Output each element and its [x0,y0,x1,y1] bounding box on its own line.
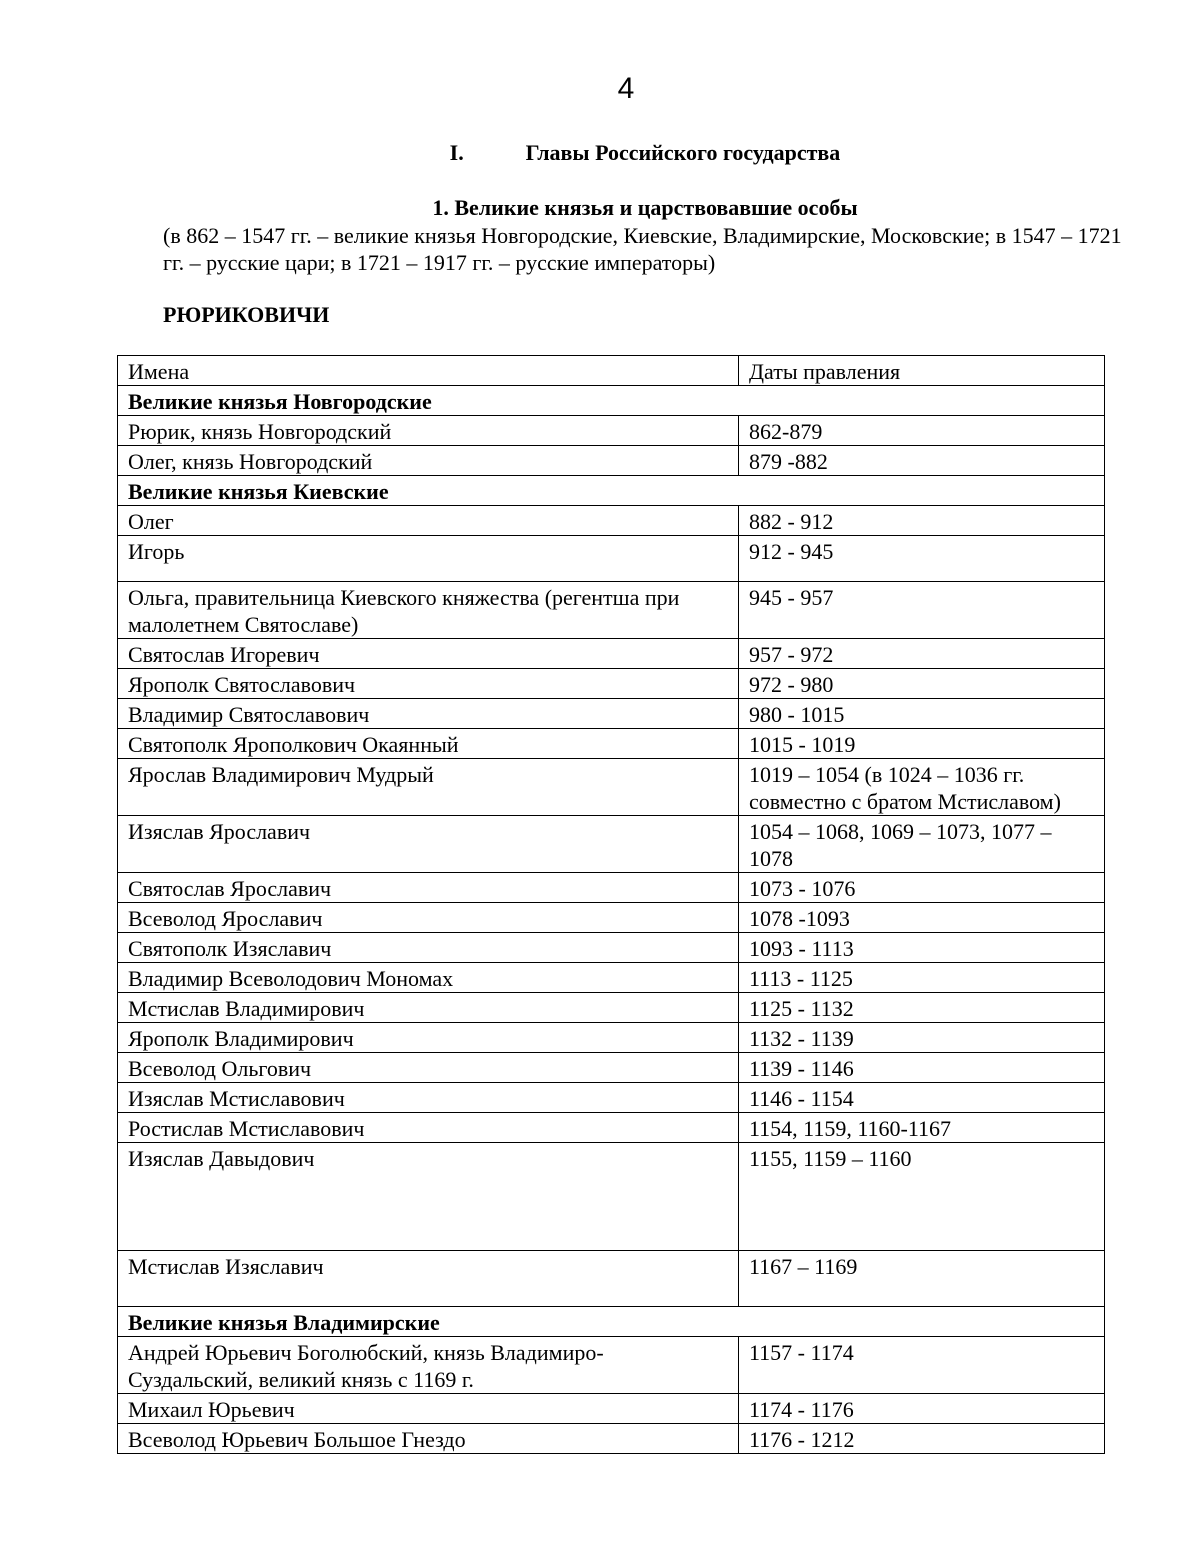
section-heading [0,140,1200,166]
table-row [118,1023,1105,1053]
table-body [118,386,1105,1454]
table-header-row [118,356,1105,386]
table-row [118,903,1105,933]
intro-paragraph: (в 862 – 1547 гг. – великие князья Новгородские, Киевские, Владимирские, Московские; в 1547 – 1721 гг. – русские цари; в 1721 – 1917 гг. – русские императоры) [163,222,1138,276]
subsection-title: 1. Великие князья и царствовавшие особы [0,195,1200,221]
table-row [118,1337,1105,1394]
table-row [118,1394,1105,1424]
header-names: Имена [118,356,739,386]
table-row [118,933,1105,963]
table-row [118,582,1105,639]
reign-dates: 862-879 [739,416,1105,446]
table-row [118,1424,1105,1454]
reign-dates: 957 - 972 [739,639,1105,669]
table-row [118,1143,1105,1251]
reign-dates: 882 - 912 [739,506,1105,536]
reign-dates: 1176 - 1212 [739,1424,1105,1454]
reign-dates: 972 - 980 [739,669,1105,699]
section-numeral: I. [450,140,526,166]
reign-dates: 879 -882 [739,446,1105,476]
table-row [118,669,1105,699]
table-row [118,506,1105,536]
table-row [118,759,1105,816]
ruler-name: Святослав Игоревич [118,639,739,669]
reign-dates: 1146 - 1154 [739,1083,1105,1113]
reign-dates: 1157 - 1174 [739,1337,1105,1394]
reign-dates: 1078 -1093 [739,903,1105,933]
reign-dates: 1174 - 1176 [739,1394,1105,1424]
ruler-name: Владимир Святославович [118,699,739,729]
ruler-name: Изяслав Ярославич [118,816,739,873]
reign-dates: 1125 - 1132 [739,993,1105,1023]
header-dates: Даты правления [739,356,1105,386]
table-row [118,699,1105,729]
group-row [118,476,1105,506]
ruler-name: Игорь [118,536,739,582]
table-row [118,416,1105,446]
table-row [118,1251,1105,1307]
group-label: Великие князья Владимирские [118,1307,1105,1337]
reign-dates: 1073 - 1076 [739,873,1105,903]
ruler-name: Рюрик, князь Новгородский [118,416,739,446]
reign-dates: 1093 - 1113 [739,933,1105,963]
ruler-name: Изяслав Давыдович [118,1143,739,1251]
ruler-name: Олег [118,506,739,536]
table-row [118,1083,1105,1113]
reign-dates: 912 - 945 [739,536,1105,582]
ruler-name: Ярослав Владимирович Мудрый [118,759,739,816]
ruler-name: Всеволод Юрьевич Большое Гнездо [118,1424,739,1454]
ruler-name: Мстислав Владимирович [118,993,739,1023]
ruler-name: Святополк Ярополкович Окаянный [118,729,739,759]
ruler-name: Ярополк Святославович [118,669,739,699]
rulers-table [117,355,1105,1454]
reign-dates: 1167 – 1169 [739,1251,1105,1307]
ruler-name: Всеволод Ольгович [118,1053,739,1083]
reign-dates: 1155, 1159 – 1160 [739,1143,1105,1251]
reign-dates: 1139 - 1146 [739,1053,1105,1083]
table-row [118,1113,1105,1143]
table-row [118,446,1105,476]
table-row [118,816,1105,873]
table-row [118,1053,1105,1083]
reign-dates: 1019 – 1054 (в 1024 – 1036 гг. совместно с братом Мстиславом) [739,759,1105,816]
section-title: Главы Российского государства [526,140,841,165]
group-row [118,386,1105,416]
table-row [118,873,1105,903]
ruler-name: Всеволод Ярославич [118,903,739,933]
table-row [118,639,1105,669]
reign-dates: 1113 - 1125 [739,963,1105,993]
reign-dates: 1154, 1159, 1160-1167 [739,1113,1105,1143]
ruler-name: Святослав Ярославич [118,873,739,903]
ruler-name: Ярополк Владимирович [118,1023,739,1053]
table-row [118,993,1105,1023]
group-label: Великие князья Киевские [118,476,1105,506]
reign-dates: 1015 - 1019 [739,729,1105,759]
ruler-name: Святополк Изяславич [118,933,739,963]
table-row [118,536,1105,582]
table-row [118,963,1105,993]
group-row [118,1307,1105,1337]
ruler-name: Олег, князь Новгородский [118,446,739,476]
table-row [118,729,1105,759]
ruler-name: Изяслав Мстиславович [118,1083,739,1113]
reign-dates: 980 - 1015 [739,699,1105,729]
ruler-name: Мстислав Изяславич [118,1251,739,1307]
ruler-name: Владимир Всеволодович Мономах [118,963,739,993]
ruler-name: Андрей Юрьевич Боголюбский, князь Владимиро-Суздальский, великий князь с 1169 г. [118,1337,739,1394]
ruler-name: Михаил Юрьевич [118,1394,739,1424]
reign-dates: 945 - 957 [739,582,1105,639]
page-number: 4 [0,72,1200,106]
reign-dates: 1054 – 1068, 1069 – 1073, 1077 – 1078 [739,816,1105,873]
ruler-name: Ольга, правительница Киевского княжества (регентша при малолетнем Святославе) [118,582,739,639]
dynasty-heading: РЮРИКОВИЧИ [163,302,329,328]
group-label: Великие князья Новгородские [118,386,1105,416]
reign-dates: 1132 - 1139 [739,1023,1105,1053]
ruler-name: Ростислав Мстиславович [118,1113,739,1143]
